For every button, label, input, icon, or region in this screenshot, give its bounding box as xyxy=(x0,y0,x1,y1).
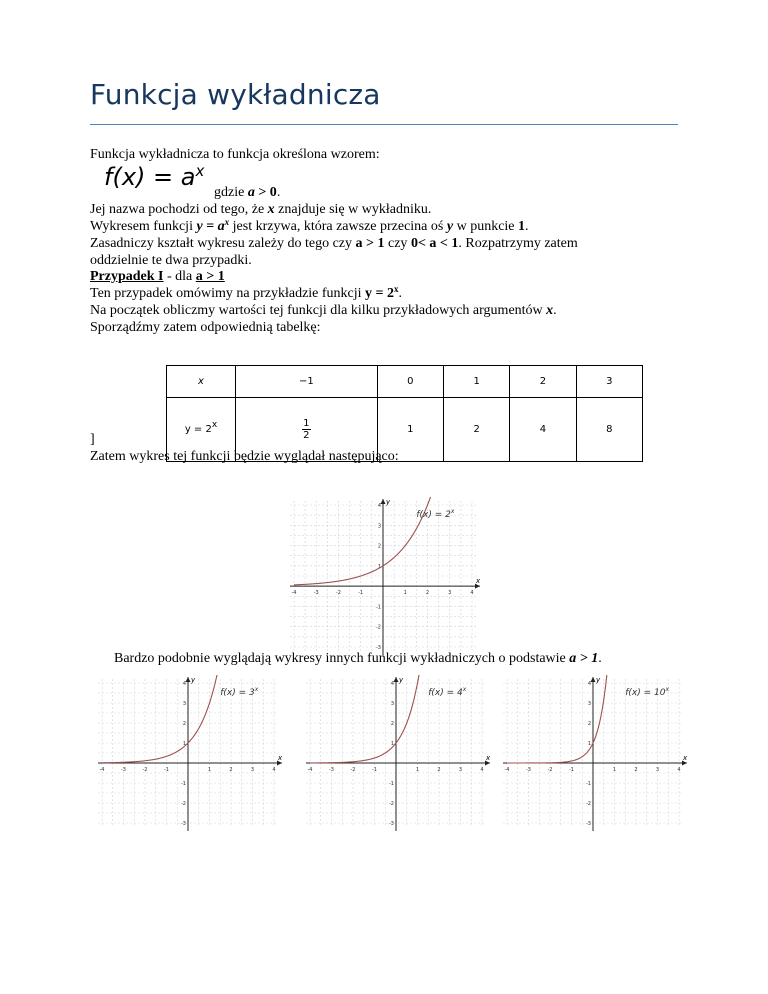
title-underline xyxy=(90,124,678,125)
graph-intro-text: Zatem wykres tej funkcji będzie wyglądał następująco: xyxy=(90,449,399,464)
table-cell: 4 xyxy=(510,398,576,462)
graph-svg xyxy=(503,675,691,833)
function-label: $f(x) = 3^x$ xyxy=(220,686,259,698)
table-cell: 0 xyxy=(377,366,443,398)
x-tick-label: -4 xyxy=(291,590,297,597)
line4-part1: Zasadniczy kształt wykresu zależy do tego czy xyxy=(90,236,356,251)
y-tick-label: 4 xyxy=(377,503,381,509)
line3-part2: jest krzywa, która zawsze przecina oś xyxy=(229,219,447,234)
y-tick-label: 4 xyxy=(587,681,591,687)
condition-end: . xyxy=(276,185,281,200)
x-tick-label: 1 xyxy=(403,590,407,597)
table-header-row xyxy=(167,366,643,398)
x-tick-label: -2 xyxy=(142,767,148,773)
case-condition: a > 1 xyxy=(195,269,225,284)
y-tick-label: -3 xyxy=(586,821,591,827)
formula-exponent: x xyxy=(195,162,205,180)
function-label: $f(x) = 2^x$ xyxy=(416,508,455,521)
y-tick-label: -1 xyxy=(389,781,394,787)
case-heading xyxy=(90,268,225,285)
line4-part2: czy xyxy=(384,236,411,251)
x-tick-label: 4 xyxy=(272,767,276,773)
formula-base: f(x) = a xyxy=(104,163,196,191)
text-line-8 xyxy=(90,302,557,319)
function-curve xyxy=(310,675,419,763)
text-line-2 xyxy=(90,201,431,218)
line3-y: y xyxy=(446,219,454,234)
function-label: $f(x) = 10^x$ xyxy=(625,686,670,698)
y-axis-arrow xyxy=(394,677,399,682)
y-tick-label: 3 xyxy=(377,523,381,530)
x-tick-label: 3 xyxy=(448,590,452,597)
caption-text xyxy=(114,651,602,667)
case-label: Przypadek I xyxy=(90,269,164,284)
x-axis-label: x xyxy=(683,754,688,762)
formula xyxy=(104,162,204,191)
x-tick-label: -2 xyxy=(350,767,356,773)
y-tick-label: 2 xyxy=(390,721,394,727)
y-tick-label: 1 xyxy=(390,741,394,747)
x-tick-label: -3 xyxy=(526,767,531,773)
function-curve xyxy=(294,497,431,585)
x-tick-label: -2 xyxy=(336,590,341,597)
function-curve xyxy=(102,675,217,763)
y-tick-label: 2 xyxy=(182,721,186,727)
line3-part1: Wykresem funkcji xyxy=(90,219,197,234)
y-axis-arrow xyxy=(591,677,596,682)
line3-sup: x xyxy=(224,217,230,227)
intro-text: Funkcja wykładnicza to funkcja określona wzorem: xyxy=(90,147,380,162)
y-tick-label: 4 xyxy=(182,681,186,687)
graph-base-4 xyxy=(306,675,494,833)
page-title: Funkcja wykładnicza xyxy=(90,78,381,111)
y-tick-label: -3 xyxy=(181,821,186,827)
table-cell-fraction: $\frac{1}{2}$ xyxy=(236,398,378,462)
x-tick-label: 2 xyxy=(634,767,638,773)
table-cell: x xyxy=(167,366,236,398)
y-tick-label: 2 xyxy=(377,543,381,550)
x-tick-label: 1 xyxy=(207,767,212,773)
line7-part2: . xyxy=(398,286,403,301)
x-tick-label: 2 xyxy=(229,767,233,773)
x-tick-label: -4 xyxy=(504,767,510,773)
x-tick-label: 3 xyxy=(458,767,463,773)
table-cell: 1 xyxy=(443,366,509,398)
y-tick-label: -3 xyxy=(389,821,394,827)
condition-text xyxy=(214,184,280,201)
graph-svg xyxy=(290,497,484,657)
caption-part1: Bardzo podobnie wyglądają wykresy innych funkcji wykładniczych o podstawie xyxy=(114,651,570,666)
x-axis-label: x xyxy=(278,754,283,762)
y-tick-label: -1 xyxy=(586,781,591,787)
x-axis-label: x xyxy=(476,577,481,586)
x-tick-label: 1 xyxy=(612,767,617,773)
text-line-9: Sporządźmy zatem odpowiednią tabelkę: xyxy=(90,320,321,335)
x-tick-label: 2 xyxy=(425,590,430,597)
y-axis-label: y xyxy=(191,676,196,684)
line8-part2: . xyxy=(553,303,557,318)
line2-part2: znajduje się w wykładniku. xyxy=(274,202,432,217)
table-cell: 3 xyxy=(576,366,642,398)
x-tick-label: -3 xyxy=(121,767,126,773)
x-tick-label: 4 xyxy=(480,767,484,773)
y-axis-label: y xyxy=(386,498,391,506)
x-tick-label: 3 xyxy=(655,767,660,773)
y-tick-label: -3 xyxy=(376,645,381,651)
caption-part2: . xyxy=(598,651,602,666)
table-cell: 2 xyxy=(443,398,509,462)
caption-condition: a > 1 xyxy=(569,651,599,666)
y-tick-label: -2 xyxy=(586,801,591,807)
line8-part1: Na początek obliczmy wartości tej funkcji dla kilku przykładowych argumentów xyxy=(90,303,547,318)
x-tick-label: -1 xyxy=(372,767,377,773)
y-axis-label: y xyxy=(399,676,404,684)
text-line-7 xyxy=(90,285,402,302)
y-tick-label: -2 xyxy=(181,801,186,807)
line3-part4: . xyxy=(525,219,529,234)
x-tick-label: -4 xyxy=(307,767,313,773)
y-tick-label: 3 xyxy=(587,701,591,707)
graph-svg xyxy=(306,675,494,833)
y-tick-label: 4 xyxy=(390,681,394,687)
y-axis-arrow xyxy=(381,499,386,504)
y-axis-arrow xyxy=(186,677,191,682)
table-cell: 8 xyxy=(576,398,642,462)
x-axis-label: x xyxy=(486,754,491,762)
condition-a: a xyxy=(247,185,255,200)
x-tick-label: 2 xyxy=(437,767,441,773)
text-line-5: oddzielnie te dwa przypadki. xyxy=(90,253,252,268)
x-tick-label: -3 xyxy=(329,767,334,773)
graph-base-10 xyxy=(503,675,691,833)
graph-base-3 xyxy=(98,675,286,833)
line3-one: 1 xyxy=(518,219,526,234)
x-tick-label: 4 xyxy=(677,767,681,773)
y-tick-label: 1 xyxy=(587,741,591,747)
x-tick-label: 4 xyxy=(470,590,474,597)
table-row-label: $y = 2^x$ xyxy=(167,398,236,462)
function-curve xyxy=(507,675,607,763)
line2-x: x xyxy=(267,202,275,217)
text-line-4 xyxy=(90,235,578,252)
y-tick-label: -2 xyxy=(389,801,394,807)
y-tick-label: 1 xyxy=(182,741,186,747)
x-tick-label: -1 xyxy=(164,767,169,773)
condition-pre: gdzie xyxy=(214,185,248,200)
table-cell: −1 xyxy=(236,366,378,398)
line4-cond1: a > 1 xyxy=(355,236,385,251)
y-tick-label: -2 xyxy=(376,624,381,631)
table-cell: 1 xyxy=(377,398,443,462)
line3-fn: y = a xyxy=(196,219,225,234)
line2-part1: Jej nazwa pochodzi od tego, że xyxy=(90,202,268,217)
line7-fn: $y = 2^x$ xyxy=(365,284,399,301)
stray-bracket: ] xyxy=(90,432,95,447)
y-tick-label: 1 xyxy=(377,563,381,570)
graph-svg xyxy=(98,675,286,833)
condition-rel: > 0 xyxy=(254,185,277,200)
text-line-3 xyxy=(90,218,529,235)
x-tick-label: -3 xyxy=(313,590,319,597)
x-tick-label: -1 xyxy=(569,767,574,773)
line4-part3: . Rozpatrzymy zatem xyxy=(458,236,578,251)
x-tick-label: 1 xyxy=(415,767,420,773)
function-label: $f(x) = 4^x$ xyxy=(428,686,467,698)
line8-x: x xyxy=(546,303,554,318)
x-tick-label: -2 xyxy=(547,767,553,773)
graph-main xyxy=(290,497,484,657)
x-tick-label: -1 xyxy=(358,590,364,597)
y-tick-label: -1 xyxy=(181,781,186,787)
y-tick-label: 3 xyxy=(182,701,186,707)
table-cell: 2 xyxy=(510,366,576,398)
y-tick-label: 2 xyxy=(587,721,591,727)
y-axis-label: y xyxy=(596,676,601,684)
x-tick-label: -4 xyxy=(99,767,105,773)
x-tick-label: 3 xyxy=(250,767,255,773)
y-tick-label: -1 xyxy=(376,604,381,611)
line3-part3: w punkcie xyxy=(453,219,519,234)
case-dash: - dla xyxy=(163,269,196,284)
line7-part1: Ten przypadek omówimy na przykładzie funkcji xyxy=(90,286,366,301)
y-tick-label: 3 xyxy=(390,701,394,707)
line4-cond2: 0< a < 1 xyxy=(410,236,459,251)
